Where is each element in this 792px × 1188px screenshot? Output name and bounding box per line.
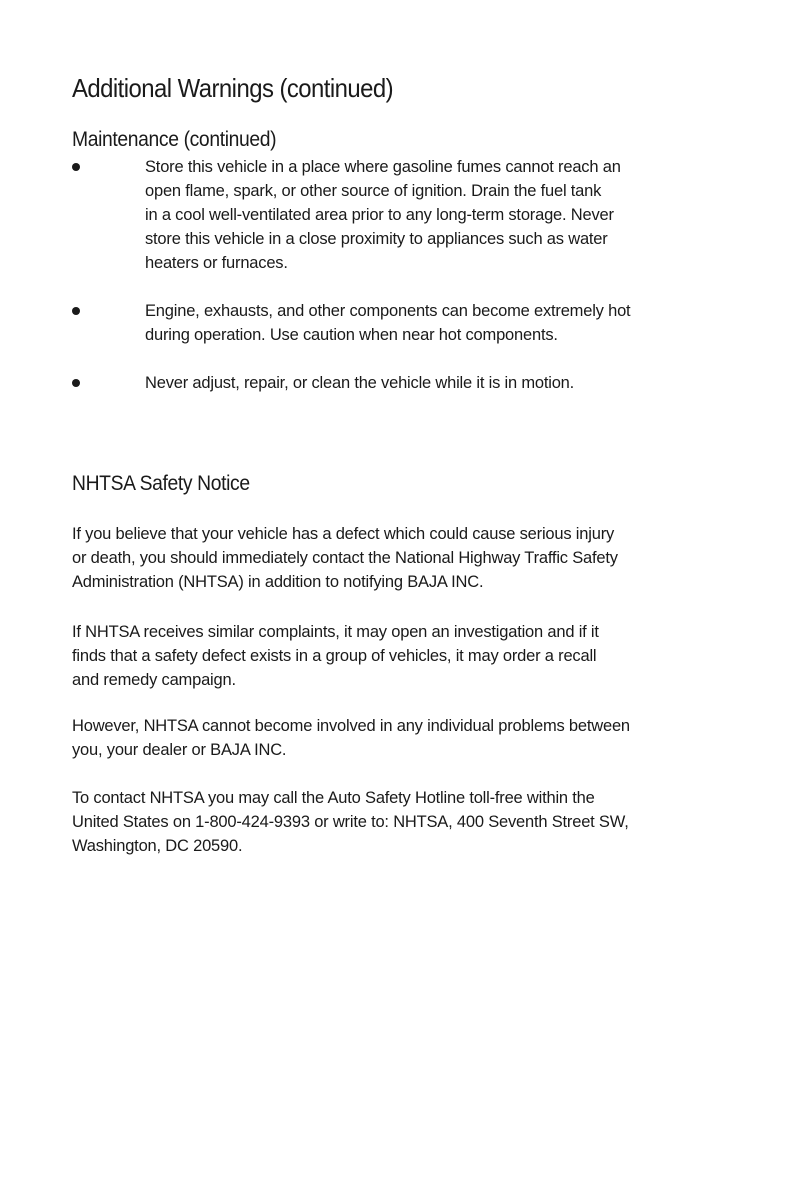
bullet-line: heaters or furnaces. — [145, 254, 288, 272]
nhtsa-paragraph — [72, 620, 712, 692]
paragraph-line: To contact NHTSA you may call the Auto Safety Hotline toll-free within the — [72, 789, 595, 807]
bullet-line: Engine, exhausts, and other components can become extremely hot — [145, 302, 631, 320]
paragraph-line: If NHTSA receives similar complaints, it may open an investigation and if it — [72, 623, 599, 641]
paragraph-line: you, your dealer or BAJA INC. — [72, 741, 287, 759]
bullet-dot-icon — [72, 303, 81, 312]
bullet-text — [145, 371, 735, 395]
paragraph-line: United States on 1-800-424-9393 or write to: NHTSA, 400 Seventh Street SW, — [72, 813, 629, 831]
maintenance-bullet-list — [72, 155, 712, 395]
maintenance-heading: Maintenance (continued) — [72, 128, 277, 151]
bullet-dot-icon — [72, 159, 81, 168]
bullet-line: during operation. Use caution when near hot components. — [145, 326, 558, 344]
paragraph-line: Washington, DC 20590. — [72, 837, 243, 855]
bullet-text — [145, 299, 735, 347]
bullet-text — [145, 155, 735, 275]
bullet-line: store this vehicle in a close proximity to appliances such as water — [145, 230, 608, 248]
paragraph-line: finds that a safety defect exists in a group of vehicles, it may order a recall — [72, 647, 597, 665]
nhtsa-heading: NHTSA Safety Notice — [72, 472, 250, 495]
bullet-item — [72, 155, 712, 275]
nhtsa-paragraph — [72, 786, 712, 858]
paragraph-line: and remedy campaign. — [72, 671, 236, 689]
bullet-line: open flame, spark, or other source of ignition. Drain the fuel tank — [145, 182, 602, 200]
paragraph-line: However, NHTSA cannot become involved in any individual problems between — [72, 717, 630, 735]
bullet-line: in a cool well-ventilated area prior to any long-term storage. Never — [145, 206, 614, 224]
paragraph-line: If you believe that your vehicle has a defect which could cause serious injury — [72, 525, 615, 543]
bullet-item — [72, 299, 712, 347]
bullet-line: Never adjust, repair, or clean the vehicle while it is in motion. — [145, 374, 575, 392]
page-title: Additional Warnings (continued) — [72, 73, 394, 103]
paragraph-line: or death, you should immediately contact the National Highway Traffic Safety — [72, 549, 618, 567]
bullet-line: Store this vehicle in a place where gasoline fumes cannot reach an — [145, 158, 621, 176]
nhtsa-paragraph — [72, 714, 712, 762]
bullet-item — [72, 371, 712, 395]
bullet-dot-icon — [72, 375, 81, 384]
nhtsa-paragraph — [72, 522, 712, 594]
paragraph-line: Administration (NHTSA) in addition to notifying BAJA INC. — [72, 573, 484, 591]
